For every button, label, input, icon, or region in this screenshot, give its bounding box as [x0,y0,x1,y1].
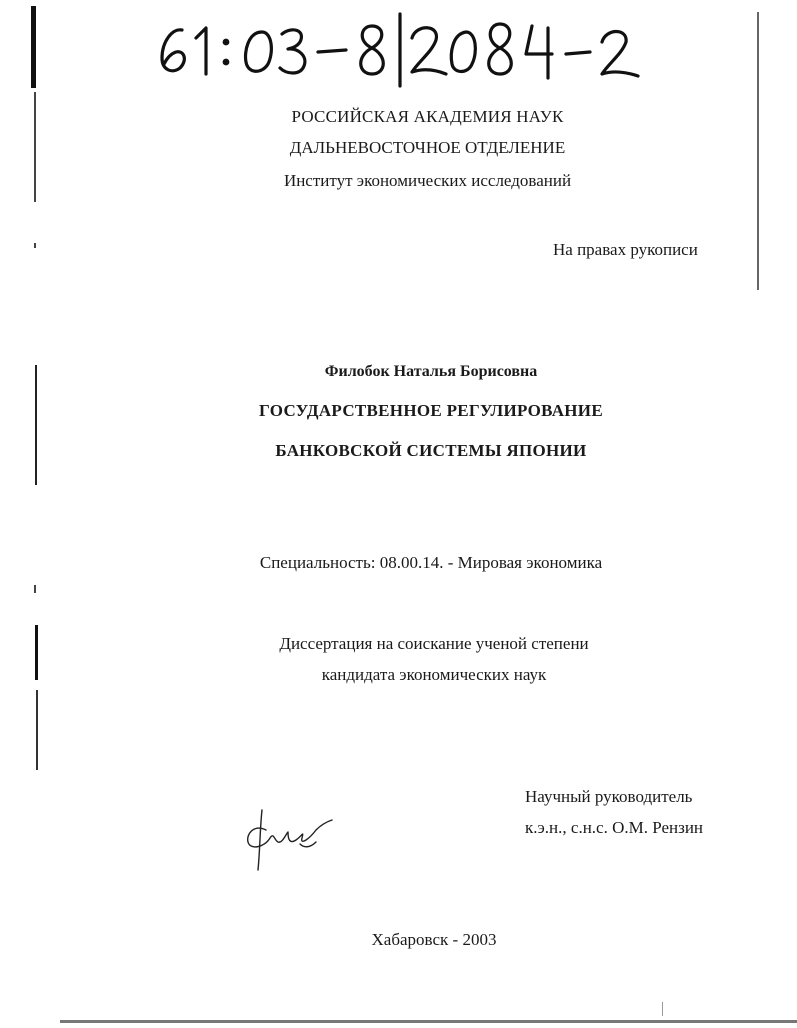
dissertation-line-1: Диссертация на соискание ученой степени [279,634,589,653]
scan-edge-mark [34,585,36,593]
handwritten-signature-icon [240,808,335,873]
supervisor-label: Научный руководитель [525,787,693,806]
thesis-title-line-2: БАНКОВСКОЙ СИСТЕМЫ ЯПОНИИ [275,441,587,460]
specialty: Специальность: 08.00.14. - Мировая экономика [259,553,603,572]
dissertation-line-2: кандидата экономических наук [321,665,547,684]
institute-name: Институт экономических исследований [283,171,572,190]
scan-edge-mark [35,365,37,485]
branch-name: ДАЛЬНЕВОСТОЧНОЕ ОТДЕЛЕНИЕ [289,138,566,157]
academy-name: РОССИЙСКАЯ АКАДЕМИЯ НАУК [291,107,564,126]
manuscript-rights-note: На правах рукописи [553,240,698,259]
scan-edge-mark [662,1002,663,1016]
scan-edge-mark [31,6,36,88]
author-name: Филобок Наталья Борисовна [324,363,538,380]
supervisor-name: к.э.н., с.н.с. О.М. Рензин [525,818,704,837]
scan-edge-mark [34,243,36,248]
place-and-year: Хабаровск - 2003 [371,930,497,949]
thesis-title-line-1: ГОСУДАРСТВЕННОЕ РЕГУЛИРОВАНИЕ [259,401,603,420]
scan-edge-mark [36,690,38,770]
scan-edge-mark [60,1020,797,1023]
handwritten-archive-number [150,8,650,88]
